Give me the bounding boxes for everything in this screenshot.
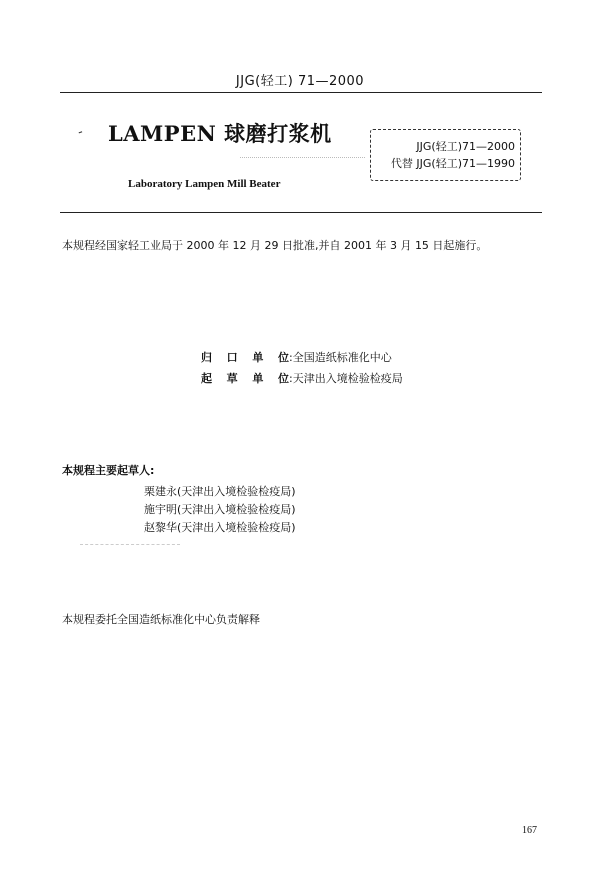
stamp-code-line: JJG(轻工)71—2000 — [416, 140, 515, 153]
decorative-mark: - — [75, 123, 86, 141]
label-char: 位 — [277, 351, 289, 364]
approval-statement: 本规程经国家轻工业局于 2000 年 12 月 29 日批准,并自 2001 年 3 月 15 日起施行。 — [62, 239, 488, 252]
top-divider — [60, 92, 542, 93]
interpretation-statement: 本规程委托全国造纸标准化中心负责解释 — [62, 613, 260, 626]
stamp-replaces-line: 代替 JJG(轻工)71—1990 — [390, 157, 515, 170]
faint-divider — [80, 544, 180, 545]
document-subtitle-english: Laboratory Lampen Mill Beater — [128, 178, 281, 190]
drafter-item: 栗建永(天津出入境检验检疫局) — [144, 485, 296, 498]
label-char: 位 — [277, 372, 289, 385]
label-char: 起 — [201, 372, 212, 385]
drafters-heading: 本规程主要起草人: — [62, 464, 155, 477]
title-divider — [60, 212, 542, 213]
responsible-unit-row — [201, 349, 392, 365]
label-char: 口 — [226, 351, 238, 364]
drafter-item: 赵黎华(天津出入境检验检疫局) — [144, 521, 296, 534]
standard-code-header: JJG(轻工) 71—2000 — [235, 74, 365, 89]
drafting-unit-value: :天津出入境检验检疫局 — [289, 372, 403, 385]
label-char: 单 — [252, 372, 264, 385]
drafter-item: 施宇明(天津出入境检验检疫局) — [144, 503, 296, 516]
label-char: 归 — [201, 351, 212, 364]
responsible-unit-value: :全国造纸标准化中心 — [289, 351, 392, 364]
page-number: 167 — [522, 825, 537, 836]
label-char: 草 — [226, 372, 238, 385]
responsible-unit-label — [201, 349, 289, 365]
document-title: LAMPEN 球磨打浆机 — [108, 121, 332, 146]
label-char: 单 — [252, 351, 264, 364]
drafting-unit-label — [201, 370, 289, 386]
drafting-unit-row — [201, 370, 403, 386]
